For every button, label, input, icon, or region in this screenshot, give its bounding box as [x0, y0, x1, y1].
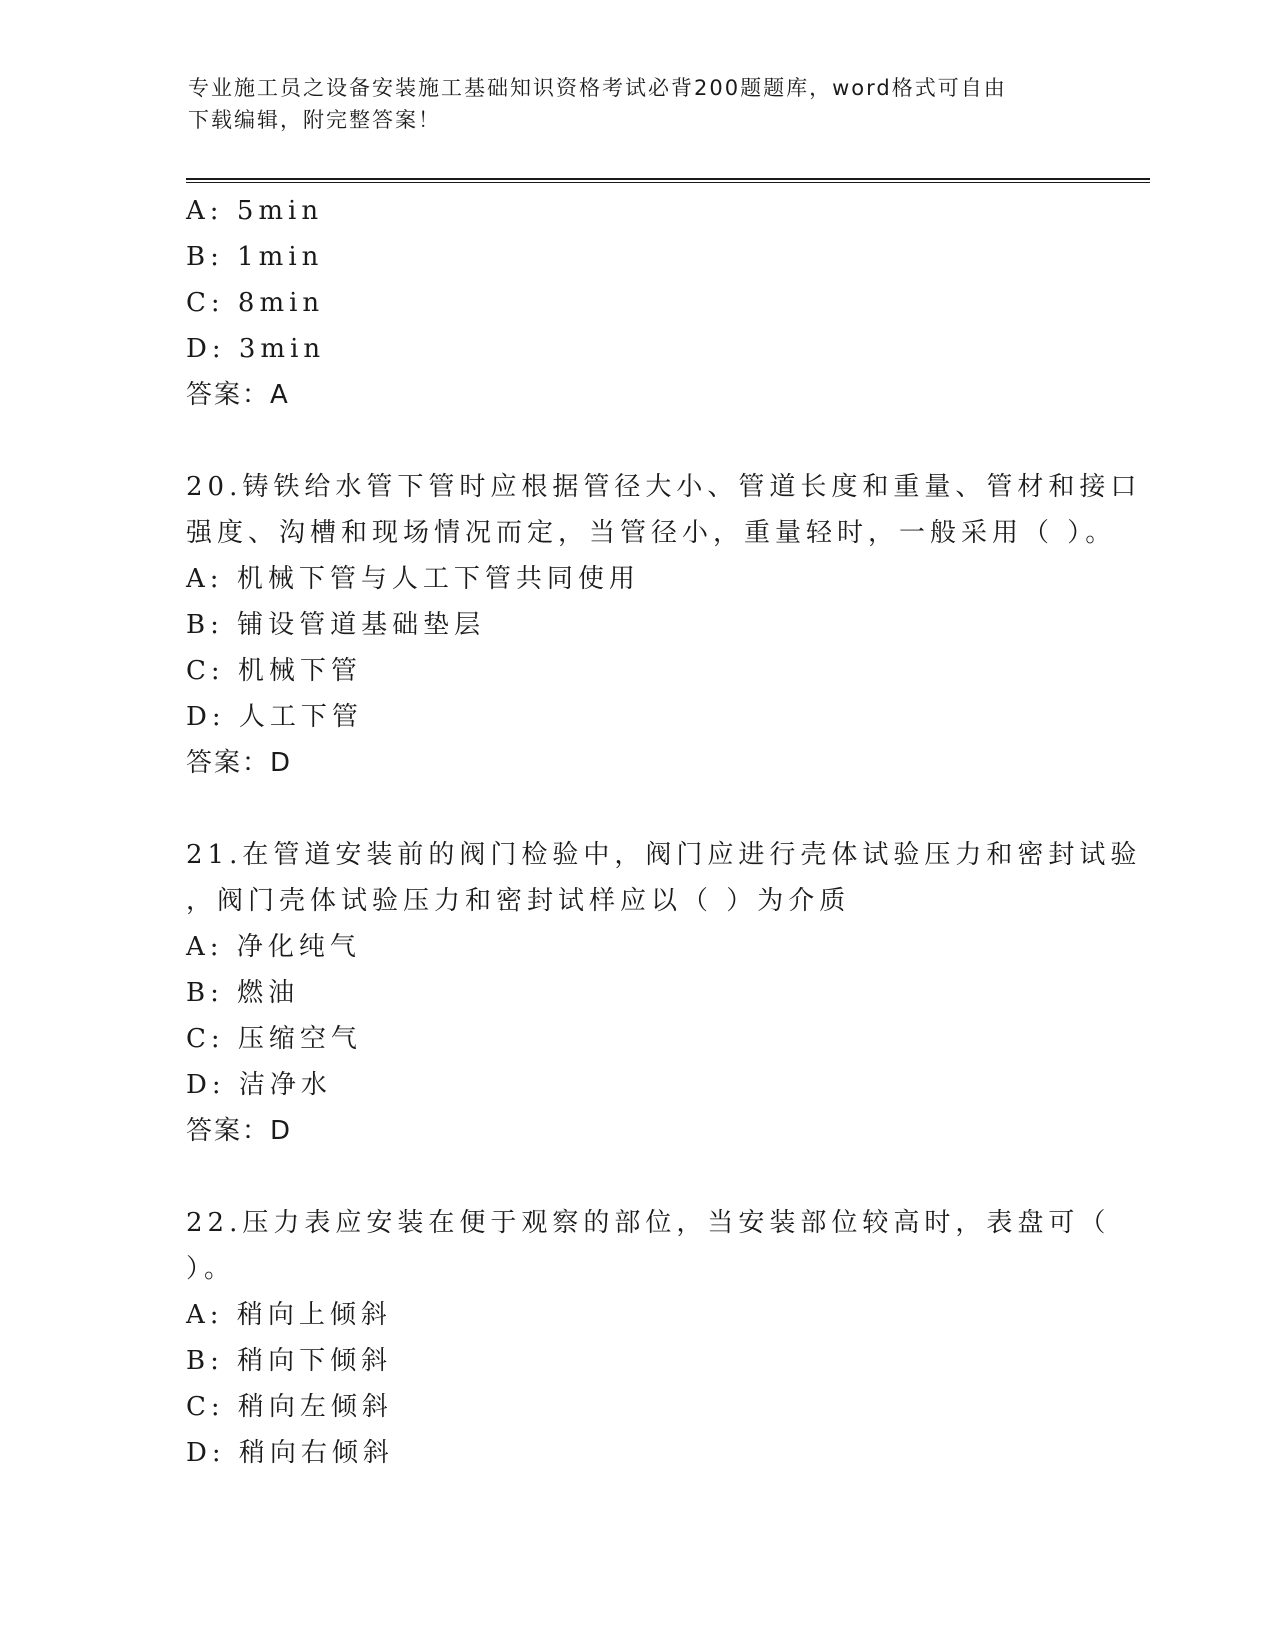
option-b: [186, 970, 1106, 1016]
question-stem-line-1: 21.在管道安装前的阀门检验中，阀门应进行壳体试验压力和密封试验: [186, 840, 1142, 870]
option-letter: B:: [186, 978, 238, 1008]
option-letter: B:: [186, 242, 238, 272]
option-a: [186, 924, 1106, 970]
option-text: 1min: [237, 242, 324, 272]
header-divider: [186, 178, 1150, 183]
option-text: 3min: [238, 334, 326, 364]
option-letter: C:: [186, 1024, 238, 1054]
question-stem-line-2: 强度、沟槽和现场情况而定，当管径小，重量轻时，一般采用（ ）。: [186, 518, 1117, 548]
option-text: 铺设管道基础垫层: [237, 610, 486, 640]
option-letter: D:: [186, 1070, 239, 1100]
option-text: 机械下管: [237, 656, 362, 686]
option-text: 压缩空气: [237, 1024, 362, 1054]
option-text: 燃油: [237, 978, 300, 1008]
option-letter: A:: [186, 1300, 237, 1330]
option-letter: B:: [186, 1346, 238, 1376]
question-20-block: [186, 464, 1142, 786]
option-a: [186, 1292, 1106, 1338]
option-text: 5min: [236, 196, 324, 226]
question-stem-line-1: 20.铸铁给水管下管时应根据管径大小、管道长度和重量、管材和接口: [186, 472, 1142, 502]
option-letter: A:: [186, 196, 237, 226]
option-letter: C:: [186, 288, 238, 318]
option-text: 净化纯气: [236, 932, 361, 962]
option-text: 稍向下倾斜: [237, 1346, 393, 1376]
option-letter: D:: [186, 702, 239, 732]
document-header: [188, 72, 1088, 136]
option-letter: A:: [186, 564, 237, 594]
option-c: [186, 280, 1106, 326]
option-b: [186, 234, 1106, 280]
question-stem-line-2: ）。: [186, 1254, 236, 1284]
option-text: 洁净水: [238, 1070, 332, 1100]
answer-line: 答案：D: [186, 748, 293, 778]
question-list: [186, 188, 1142, 1476]
header-line-1: 专业施工员之设备安装施工基础知识资格考试必背200题题库，word格式可自由: [188, 76, 1007, 100]
option-a: [186, 188, 1106, 234]
option-text: 8min: [237, 288, 325, 318]
option-b: [186, 1338, 1106, 1384]
option-c: [186, 648, 1106, 694]
spacer: [186, 786, 1106, 832]
question-stem-line-2: ，阀门壳体试验压力和密封试样应以（ ）为介质: [186, 886, 851, 916]
question-19-block: [186, 188, 1106, 418]
option-letter: D:: [186, 334, 239, 364]
question-21-block: [186, 832, 1142, 1154]
option-c: [186, 1016, 1106, 1062]
answer-line: 答案：D: [186, 1116, 293, 1146]
option-letter: C:: [186, 1392, 238, 1422]
option-text: 稍向上倾斜: [236, 1300, 392, 1330]
option-c: [186, 1384, 1106, 1430]
option-b: [186, 602, 1106, 648]
option-d: [186, 326, 1106, 372]
option-letter: C:: [186, 656, 238, 686]
question-stem-line-1: 22.压力表应安装在便于观察的部位，当安装部位较高时，表盘可（: [186, 1208, 1111, 1238]
option-text: 稍向左倾斜: [237, 1392, 393, 1422]
option-d: [186, 694, 1106, 740]
option-text: 机械下管与人工下管共同使用: [236, 564, 640, 594]
option-a: [186, 556, 1106, 602]
option-letter: B:: [186, 610, 238, 640]
question-22-block: [186, 1200, 1111, 1476]
option-letter: D:: [186, 1438, 239, 1468]
option-text: 稍向右倾斜: [238, 1438, 394, 1468]
header-line-2: 下载编辑，附完整答案！: [188, 108, 441, 132]
option-letter: A:: [186, 932, 237, 962]
answer-line: 答案：A: [186, 380, 290, 410]
option-text: 人工下管: [238, 702, 363, 732]
spacer: [186, 1154, 1106, 1200]
option-d: [186, 1062, 1106, 1108]
spacer: [186, 418, 1106, 464]
option-d: [186, 1430, 1106, 1476]
